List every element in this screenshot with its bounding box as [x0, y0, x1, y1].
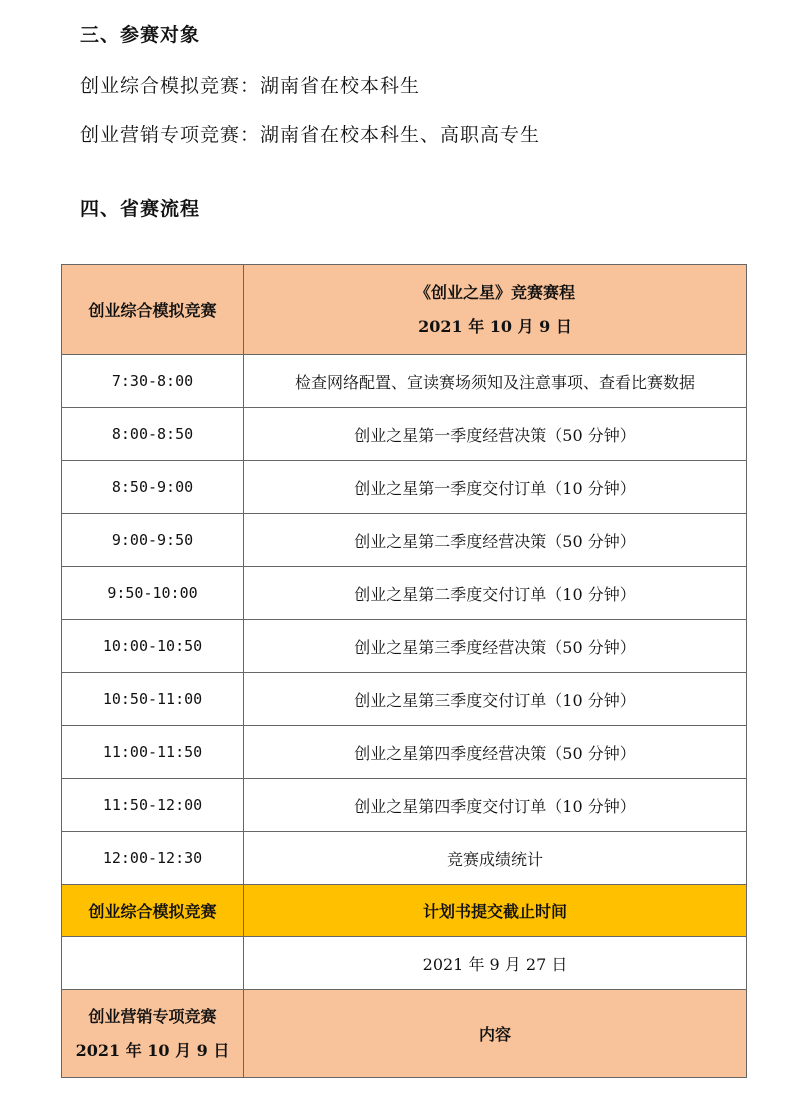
plan-row-left	[62, 937, 244, 990]
table-row	[62, 408, 747, 461]
header-date: 2021 年 10 月 9 日	[418, 316, 572, 336]
table-header-row	[62, 265, 747, 355]
row-time: 10:00-10:50	[62, 620, 244, 673]
schedule-table	[61, 264, 747, 1078]
header-left: 创业综合模拟竞赛	[62, 265, 244, 355]
section3-line2: 创业营销专项竞赛：湖南省在校本科生、高职高专生	[80, 124, 541, 146]
row-event: 创业之星第一季度经营决策（50 分钟）	[244, 408, 747, 461]
plan-row-date: 2021 年 9 月 27 日	[244, 937, 747, 990]
row-event: 创业之星第一季度交付订单（10 分钟）	[244, 461, 747, 514]
table-row	[62, 779, 747, 832]
row-time: 9:50-10:00	[62, 567, 244, 620]
table-row	[62, 514, 747, 567]
section4-heading: 四、省赛流程	[80, 198, 201, 220]
table-row	[62, 567, 747, 620]
table-row	[62, 832, 747, 885]
section3-line1: 创业综合模拟竞赛：湖南省在校本科生	[80, 75, 421, 97]
header-title: 《创业之星》竞赛赛程	[414, 282, 575, 302]
row-event: 创业之星第四季度经营决策（50 分钟）	[244, 726, 747, 779]
plan-header-row	[62, 885, 747, 937]
row-event: 创业之星第三季度经营决策（50 分钟）	[244, 620, 747, 673]
row-event: 检查网络配置、宣读赛场须知及注意事项、查看比赛数据	[244, 355, 747, 408]
table-row	[62, 620, 747, 673]
row-time: 12:00-12:30	[62, 832, 244, 885]
row-time: 9:00-9:50	[62, 514, 244, 567]
row-event: 创业之星第三季度交付订单（10 分钟）	[244, 673, 747, 726]
row-time: 8:50-9:00	[62, 461, 244, 514]
row-time: 7:30-8:00	[62, 355, 244, 408]
marketing-header-row	[62, 990, 747, 1078]
table-row	[62, 673, 747, 726]
row-time: 11:00-11:50	[62, 726, 244, 779]
row-event: 创业之星第二季度交付订单（10 分钟）	[244, 567, 747, 620]
table-row	[62, 726, 747, 779]
row-event: 创业之星第四季度交付订单（10 分钟）	[244, 779, 747, 832]
row-time: 8:00-8:50	[62, 408, 244, 461]
plan-header-right: 计划书提交截止时间	[244, 885, 747, 937]
section3-heading: 三、参赛对象	[80, 24, 201, 46]
schedule-body	[62, 355, 747, 885]
marketing-title: 创业营销专项竞赛	[88, 1006, 217, 1026]
marketing-date: 2021 年 10 月 9 日	[75, 1040, 230, 1060]
row-event: 创业之星第二季度经营决策（50 分钟）	[244, 514, 747, 567]
plan-row	[62, 937, 747, 990]
row-time: 10:50-11:00	[62, 673, 244, 726]
row-event: 竞赛成绩统计	[244, 832, 747, 885]
header-right	[244, 265, 747, 355]
plan-header-left: 创业综合模拟竞赛	[62, 885, 244, 937]
marketing-header-right: 内容	[244, 990, 747, 1078]
table-row	[62, 461, 747, 514]
table-row	[62, 355, 747, 408]
marketing-header-left	[62, 990, 244, 1078]
row-time: 11:50-12:00	[62, 779, 244, 832]
